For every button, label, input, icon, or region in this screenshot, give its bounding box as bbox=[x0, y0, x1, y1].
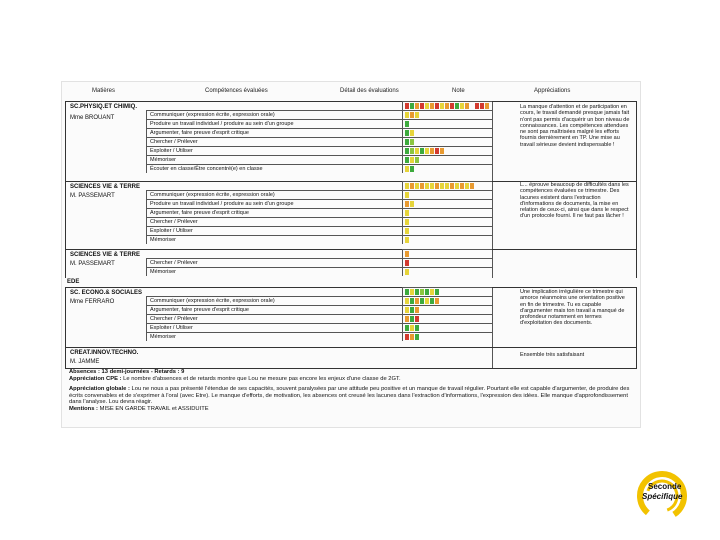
eval-cells bbox=[402, 314, 492, 323]
note-column bbox=[492, 182, 517, 250]
eval-cells bbox=[402, 128, 492, 137]
cpe-text: Le nombre d'absences et de retards montre que Lou ne mesure pas encore les enjeux d'une classe de 2GT. bbox=[123, 375, 401, 382]
eval-cells bbox=[402, 155, 492, 164]
header-detail: Détail des évaluations bbox=[340, 88, 399, 94]
eval-cells bbox=[402, 101, 492, 110]
note-column bbox=[492, 348, 517, 368]
appreciation-text: L... éprouve beaucoup de difficultés dans les compétences évaluées ce trimestre. Des lacunes existent dans l'extraction d'informations de documents, la mise en relation de ceux-ci, ainsi que dans le respect d'un protocole fourni. Il ne faut pas lâcher ! bbox=[520, 182, 629, 220]
eval-cells bbox=[402, 208, 492, 217]
subject-block-svt bbox=[65, 181, 637, 250]
note-column bbox=[492, 250, 517, 278]
header-note: Note bbox=[452, 88, 465, 94]
eval-cells bbox=[402, 190, 492, 199]
subject-name: SC.PHYSIQ.ET CHIMIQ. bbox=[70, 104, 138, 110]
competence-row: Argumenter, faire preuve d'esprit critique bbox=[146, 208, 402, 217]
report-footer bbox=[69, 369, 635, 413]
competence-row: Communiquer (expression écrite, expression orale) bbox=[146, 110, 402, 119]
evaluation-table bbox=[65, 101, 635, 446]
logo-line1: Seconde bbox=[648, 482, 682, 491]
subject-name: SCIENCES VIE & TERRE bbox=[70, 184, 141, 190]
seconde-specifique-logo bbox=[636, 466, 698, 526]
eval-cells bbox=[402, 267, 492, 276]
eval-cells bbox=[402, 119, 492, 128]
eval-cells bbox=[402, 137, 492, 146]
report-card-scan bbox=[62, 82, 640, 427]
globale-line bbox=[69, 386, 635, 406]
appreciation-text: La manque d'attention et de participation en cours, le travail demandé presque jamais fait n'ont pas permis d'acquérir un bon niveau de connaissances. Les compétences attendues ne sont pas maîtrisées malgré les efforts fournis dernièrement en TP. Une mise au travail sérieuse devient indispensable ! bbox=[520, 104, 630, 148]
globale-label: Appréciation globale : bbox=[69, 386, 130, 393]
competence-row: Mémoriser bbox=[146, 155, 402, 164]
table-header bbox=[62, 82, 640, 100]
eval-cells bbox=[402, 296, 492, 305]
subject-block-ses bbox=[65, 287, 637, 348]
ede-label: EDE bbox=[67, 279, 80, 285]
cpe-line bbox=[69, 376, 635, 383]
mentions-line bbox=[69, 406, 635, 413]
globale-text: Lou ne nous a pas présenté l'étendue de ses capacités, souvent paralysées par une attitude peu positive et un manque de travail régulier. Pourtant elle est capable d'argumenter, de produire des écrits convenables et de s'exprimer à l'oral (avec Etre). Le manque d'efforts, de motivation, les absences ont creusé les lacunes dans l'extraction d'informations, l'expression des idées. Elle manque d'approfondissement dans l'analyse. Lou devra réagir. bbox=[69, 386, 630, 406]
competence-row: Exploiter / Utiliser bbox=[146, 323, 402, 332]
teacher-name: M. PASSEMART bbox=[70, 193, 115, 199]
appreciation-text: Une implication irrégulière ce trimestre qui amorce néanmoins une orientation positive en fin de trimestre. Tu es capable d'argumenter mais ton travail a manqué de profondeur notamment en termes d'exploitation des documents. bbox=[520, 289, 625, 327]
eval-cells bbox=[402, 199, 492, 208]
eval-cells bbox=[402, 110, 492, 119]
competence-row: Mémoriser bbox=[146, 235, 402, 244]
competence-row: Argumenter, faire preuve d'esprit critique bbox=[146, 128, 402, 137]
competence-row: Communiquer (expression écrite, expression orale) bbox=[146, 296, 402, 305]
eval-cells bbox=[402, 226, 492, 235]
subject-block-physique bbox=[65, 101, 637, 182]
logo-line2: Spécifique bbox=[642, 492, 683, 501]
cpe-label: Appréciation CPE : bbox=[69, 375, 122, 382]
note-column bbox=[492, 102, 517, 182]
eval-cells bbox=[402, 249, 492, 258]
teacher-name: M. JAMME bbox=[70, 359, 100, 365]
eval-cells bbox=[402, 258, 492, 267]
note-column bbox=[492, 288, 517, 348]
competence-row: Chercher / Prélever bbox=[146, 137, 402, 146]
competence-row: Mémoriser bbox=[146, 332, 402, 341]
eval-cells bbox=[402, 164, 492, 173]
subject-block-techno bbox=[65, 347, 637, 369]
competence-row: Écouter en classe/Être concentré(e) en classe bbox=[146, 164, 402, 173]
eval-cells bbox=[402, 305, 492, 314]
eval-cells bbox=[402, 235, 492, 244]
teacher-name: Mme BROUANT bbox=[70, 115, 115, 121]
header-matieres: Matières bbox=[92, 88, 116, 94]
eval-cells bbox=[402, 217, 492, 226]
competence-row: Chercher / Prélever bbox=[146, 258, 402, 267]
competence-row: Produire un travail individuel / produire au sein d'un groupe bbox=[146, 119, 402, 128]
competence-row: Exploiter / Utiliser bbox=[146, 146, 402, 155]
eval-cells bbox=[402, 287, 492, 296]
competence-row: Mémoriser bbox=[146, 267, 402, 276]
competence-row: Produire un travail individuel / produire au sein d'un groupe bbox=[146, 199, 402, 208]
subject-name: SCIENCES VIE & TERRE bbox=[70, 252, 141, 258]
subject-name: SC. ECONO.& SOCIALES bbox=[70, 290, 143, 296]
header-competences: Compétences évaluées bbox=[205, 88, 268, 94]
mentions-text: MISE EN GARDE TRAVAIL et ASSIDUITE bbox=[99, 405, 209, 412]
eval-cells bbox=[402, 323, 492, 332]
absences-line: Absences : 13 demi-journées - Retards : 9 bbox=[69, 369, 185, 375]
competence-row: Chercher / Prélever bbox=[146, 217, 402, 226]
subject-name: CREAT.INNOV.TECHNO. bbox=[70, 350, 139, 356]
competence-row: Chercher / Prélever bbox=[146, 314, 402, 323]
competence-row: Argumenter, faire preuve d'esprit critique bbox=[146, 305, 402, 314]
teacher-name: Mme FERRARO bbox=[70, 299, 115, 305]
eval-cells bbox=[402, 181, 492, 190]
mentions-label: Mentions : bbox=[69, 405, 98, 412]
eval-cells bbox=[402, 332, 492, 341]
competence-row: Exploiter / Utiliser bbox=[146, 226, 402, 235]
teacher-name: M. PASSEMART bbox=[70, 261, 115, 267]
subject-block-svt-2 bbox=[65, 249, 637, 278]
eval-cells bbox=[402, 146, 492, 155]
competence-row: Communiquer (expression écrite, expression orale) bbox=[146, 190, 402, 199]
header-appreciations: Appréciations bbox=[534, 88, 571, 94]
appreciation-text: Ensemble très satisfaisant bbox=[520, 352, 585, 358]
